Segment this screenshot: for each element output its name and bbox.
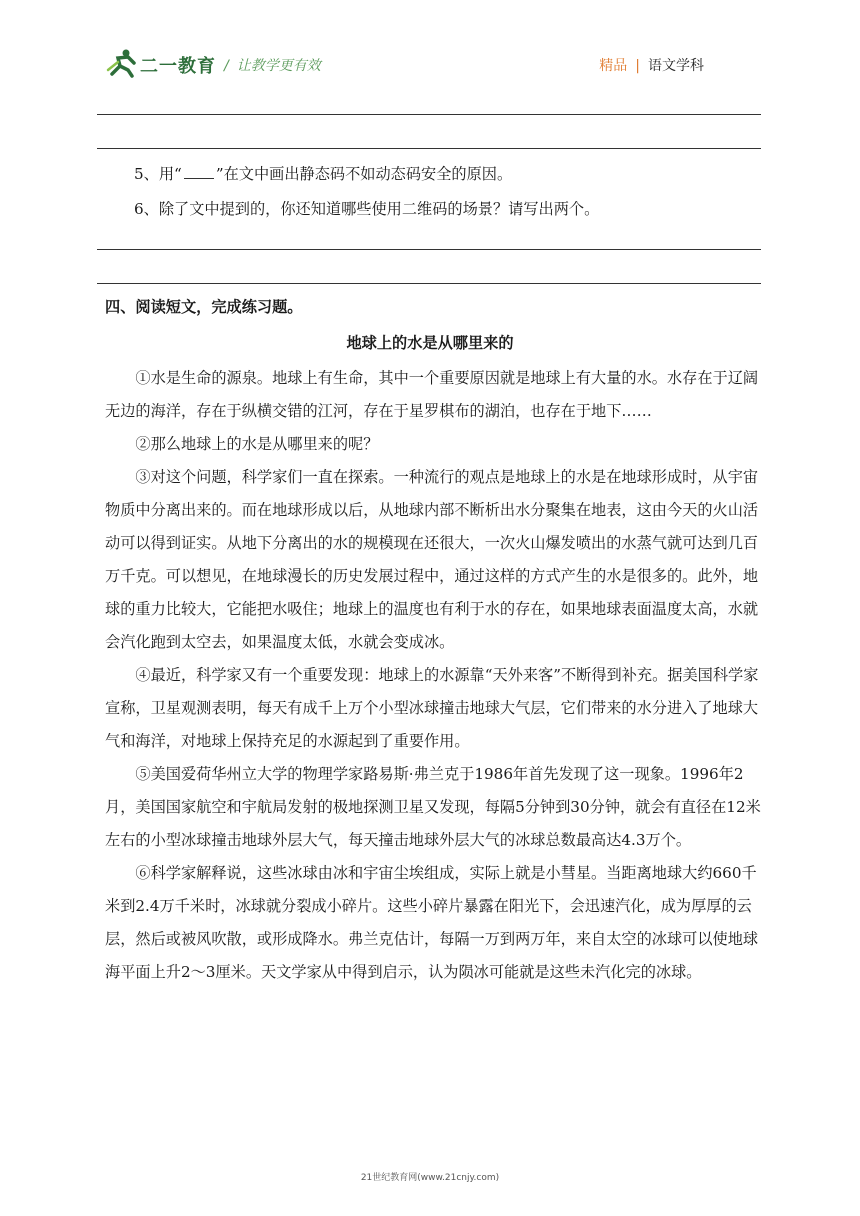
article-title: 地球上的水是从哪里来的 [346, 334, 514, 352]
question-5 [134, 163, 512, 184]
underline-sample [184, 164, 214, 179]
page-header [0, 0, 860, 100]
logo [106, 48, 216, 80]
premium-label: 精品 [599, 58, 628, 74]
slogan-separator: / [224, 58, 229, 74]
question-5-text-b: ”在文中画出静态码不如动态码安全的原因。 [215, 165, 513, 183]
paragraph-2: ②那么地球上的水是从哪里来的呢？ [135, 435, 379, 453]
question-6: 6、除了文中提到的，你还知道哪些使用二维码的场景？请写出两个。 [134, 200, 600, 218]
paragraph-6: ⑥科学家解释说，这些冰球由冰和宇宙尘埃组成，实际上就是小彗星。当距离地球大约660千米到2.4万千米时，冰球就分裂成小碎片。这些小碎片暴露在阳光下，会迅速汽化，成为厚厚的云层，然后或被风吹散，或形成降水。弗兰克估计，每隔一万到两万年，来自太空的冰球可以使地球海平面上升2～3厘米。天文学家从中得到启示，认为陨冰可能就是这些未汽化完的冰球。 [105, 864, 759, 981]
question-5-text-a: 5、用“ [134, 165, 182, 183]
slogan-text: 让教学更有效 [236, 58, 321, 74]
answer-line [97, 148, 761, 149]
brand-name: 二一教育 [140, 56, 216, 77]
answer-line [97, 249, 761, 250]
answer-line [97, 114, 761, 115]
paragraph-5: ⑤美国爱荷华州立大学的物理学家路易斯·弗兰克于1986年首先发现了这一现象。1996年2月，美国国家航空和宇航局发射的极地探测卫星又发现，每隔5分钟到30分钟，就会有直径在12米左右的小型冰球撞击地球外层大气，每天撞击地球外层大气的冰球总数最高达4.3万个。 [105, 765, 761, 849]
paragraph-3: ③对这个问题，科学家们一直在探索。一种流行的观点是地球上的水是在地球形成时，从宇宙物质中分离出来的。而在地球形成以后，从地球内部不断析出水分聚集在地表，这由今天的火山活动可以得到证实。从地下分离出的水的规模现在还很大，一次火山爆发喷出的水蒸气就可达到几百万千克。可以想见，在地球漫长的历史发展过程中，通过这样的方式产生的水是很多的。此外，地球的重力比较大，它能把水吸住；地球上的温度也有利于水的存在，如果地球表面温度太高，水就会汽化跑到太空去，如果温度太低，水就会变成冰。 [105, 468, 759, 651]
paragraph-1: ①水是生命的源泉。地球上有生命，其中一个重要原因就是地球上有大量的水。水存在于辽阔无边的海洋，存在于纵横交错的江河，存在于星罗棋布的湖泊，也存在于地下…… [105, 369, 759, 420]
slogan [224, 55, 321, 75]
article-body [105, 362, 765, 989]
subject-label: 语文学科 [648, 58, 704, 74]
paragraph-4: ④最近，科学家又有一个重要发现：地球上的水源靠“天外来客”不断得到补充。据美国科学家宣称，卫星观测表明，每天有成千上万个小型冰球撞击地球大气层，它们带来的水分进入了地球大气和海洋，对地球上保持充足的水源起到了重要作用。 [105, 666, 759, 750]
answer-line [97, 283, 761, 284]
subject-tag [599, 55, 704, 75]
tag-separator: | [635, 58, 640, 74]
page-footer: 21世纪教育网(www.21cnjy.com) [360, 1173, 500, 1183]
runner-icon [106, 48, 140, 78]
section-heading: 四、阅读短文，完成练习题。 [105, 298, 303, 316]
